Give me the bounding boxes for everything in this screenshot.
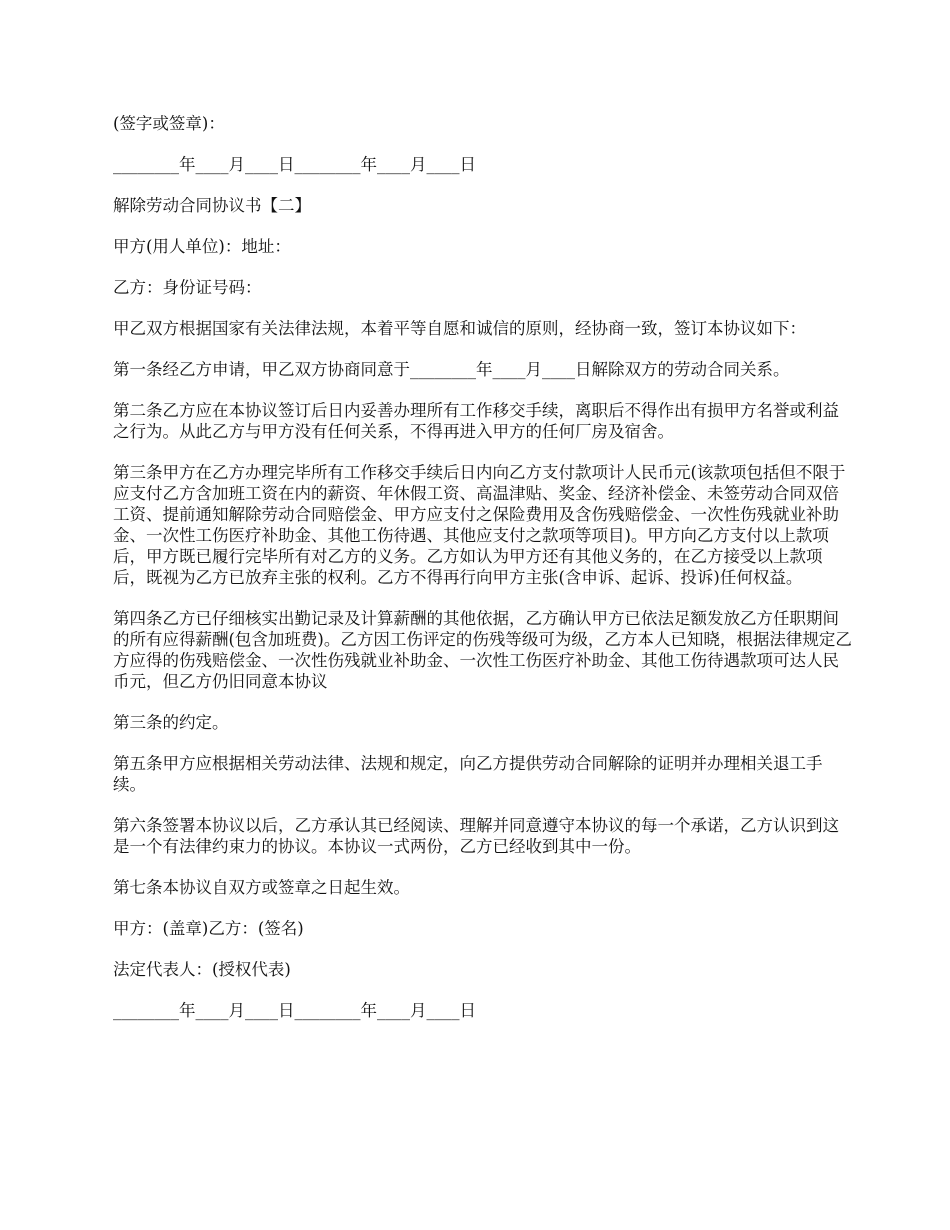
article-7: 第七条本协议自双方或签章之日起生效。 xyxy=(113,878,410,897)
party-b-line: 乙方：身份证号码： xyxy=(113,278,262,297)
party-a-line: 甲方(用人单位)：地址： xyxy=(113,237,291,256)
article-1: 第一条经乙方申请，甲乙双方协商同意于________年____月____日解除双方的劳动合同关系。 xyxy=(113,360,790,379)
signature-label: (签字或签章)： xyxy=(113,114,225,133)
article-2: 第二条乙方应在本协议签订后日内妥善办理所有工作移交手续，离职后不得作出有损甲方名誉或利益之行为。从此乙方与甲方没有任何关系，不得再进入甲方的任何厂房及宿舍。 xyxy=(113,401,839,441)
date-line: ________年____月____日________年____月____日 xyxy=(113,155,476,174)
document-title: 解除劳动合同协议书【二】 xyxy=(113,196,311,215)
article-4: 第四条乙方已仔细核实出勤记录及计算薪酬的其他依据，乙方确认甲方已依法足额发放乙方任职期间的所有应得薪酬(包含加班费)。乙方因工伤评定的伤残等级可为级，乙方本人已知晓，根据法律规定乙方应得的伤残赔偿金、一次性伤残就业补助金、一次性工伤医疗补助金、其他工伤待遇款项可达人民币元，但乙方仍旧同意本协议 xyxy=(113,609,852,691)
preamble: 甲乙双方根据国家有关法律法规，本着平等自愿和诚信的原则，经协商一致，签订本协议如下： xyxy=(113,319,806,338)
signature-parties: 甲方：(盖章)乙方：(签名) xyxy=(113,919,304,938)
article-3: 第三条甲方在乙方办理完毕所有工作移交手续后日内向乙方支付款项计人民币元(该款项包括但不限于应支付乙方含加班工资在内的薪资、年休假工资、高温津贴、奖金、经济补偿金、未签劳动合同双倍工资、提前通知解除劳动合同赔偿金、甲方应支付之保险费用及含伤残赔偿金、一次性伤残就业补助金、一次性工伤医疗补助金、其他工伤待遇、其他应支付之款项等项目)。甲方向乙方支付以上款项后，甲方既已履行完毕所有对乙方的义务。乙方如认为甲方还有其他义务的，在乙方接受以上款项后，既视为乙方已放弃主张的权利。乙方不得再行向甲方主张(含申诉、起诉、投诉)任何权益。 xyxy=(113,463,846,587)
article-4-continuation: 第三条的约定。 xyxy=(113,713,229,732)
closing-date-line: ________年____月____日________年____月____日 xyxy=(113,1001,476,1020)
document-body xyxy=(113,113,853,1041)
legal-representative: 法定代表人：(授权代表) xyxy=(113,960,291,979)
article-6: 第六条签署本协议以后，乙方承认其已经阅读、理解并同意遵守本协议的每一个承诺，乙方认识到这是一个有法律约束力的协议。本协议一式两份，乙方已经收到其中一份。 xyxy=(113,816,839,856)
article-5: 第五条甲方应根据相关劳动法律、法规和规定，向乙方提供劳动合同解除的证明并办理相关退工手续。 xyxy=(113,754,823,794)
